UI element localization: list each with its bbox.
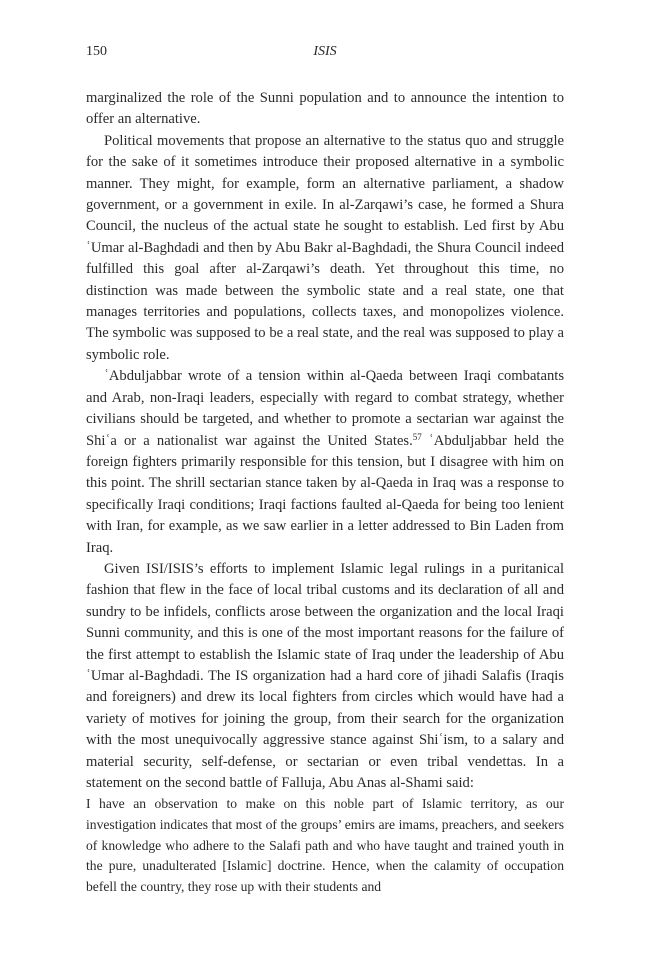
- running-head: [86, 44, 564, 64]
- body-text: [86, 88, 564, 897]
- paragraph-abduljabbar: [86, 366, 564, 559]
- footnote-reference[interactable]: 57: [412, 431, 422, 442]
- paragraph-isi-efforts: Given ISI/ISIS’s efforts to implement Islamic legal rulings in a puritanical fashion that flew in the face of local tribal customs and its declaration of all and sundry to be infidels, conflicts arose between the organization and the local Iraqi Sunni community, and this is one of the most important reasons for the failure of the first attempt to establish the Islamic state of Iraq under the leadership of Abu ʿUmar al-Baghdadi. The IS organization had a hard core of jihadi Salafis (Iraqis and foreigners) and drew its local fighters from circles which would have had a variety of motives for joining the group, from their search for the organization with the most unequivocally aggressive stance against Shiʿism, to a salary and material security, self-defense, or sectarian or even tribal vendettas. In a statement on the second battle of Falluja, Abu Anas al-Shami said:: [86, 560, 564, 791]
- paragraph-continuation: marginalized the role of the Sunni population and to announce the intention to offer an alternative.: [86, 90, 564, 128]
- page-number: 150: [86, 44, 107, 59]
- paragraph-abduljabbar-part2: ʿAbduljabbar held the foreign fighters primarily responsible for this tension, but I disagree with him on this point. The shrill sectarian stance taken by al-Qaeda in Iraq was a response to specifically Iraqi conditions; Iraqi factions faulted al-Qaeda for being too lenient with Iran, for example, as we saw earlier in a letter addressed to Bin Laden from Iraq.: [86, 432, 564, 556]
- paragraph-abduljabbar-part1: ʿAbduljabbar wrote of a tension within al-Qaeda between Iraqi combatants and Arab, non-Iraqi leaders, especially with regard to combat strategy, whether civilians should be targeted, and whether to promote a sectarian war against the Shiʿa or a nationalist war against the United States.: [86, 368, 564, 449]
- paragraph-symbolic-state: Political movements that propose an alternative to the status quo and struggle for the sake of it sometimes introduce their proposed alternative in a symbolic manner. They might, for example, form an alternative parliament, a shadow government, or a government in exile. In al-Zarqawi’s case, he formed a Shura Council, the nucleus of the actual state he sought to establish. Led first by Abu ʿUmar al-Baghdadi and then by Abu Bakr al-Baghdadi, the Shura Council indeed fulfilled this goal after al-Zarqawi’s death. Yet throughout this time, no distinction was made between the symbolic state and a real state, one that manages territories and populations, collects taxes, and monopolizes violence. The symbolic was supposed to be a real state, and the real was supposed to play a symbolic role.: [86, 132, 564, 363]
- running-title: ISIS: [313, 44, 337, 59]
- block-quote: I have an observation to make on this noble part of Islamic territory, as our investigation indicates that most of the groups’ emirs are imams, preachers, and seekers of knowledge who adhere to the Salafi path and who have taught and trained youth in the pure, unadulterated [Islamic] doctrine. Hence, when the calamity of occupation befell the country, they rose up with their students and: [86, 796, 564, 894]
